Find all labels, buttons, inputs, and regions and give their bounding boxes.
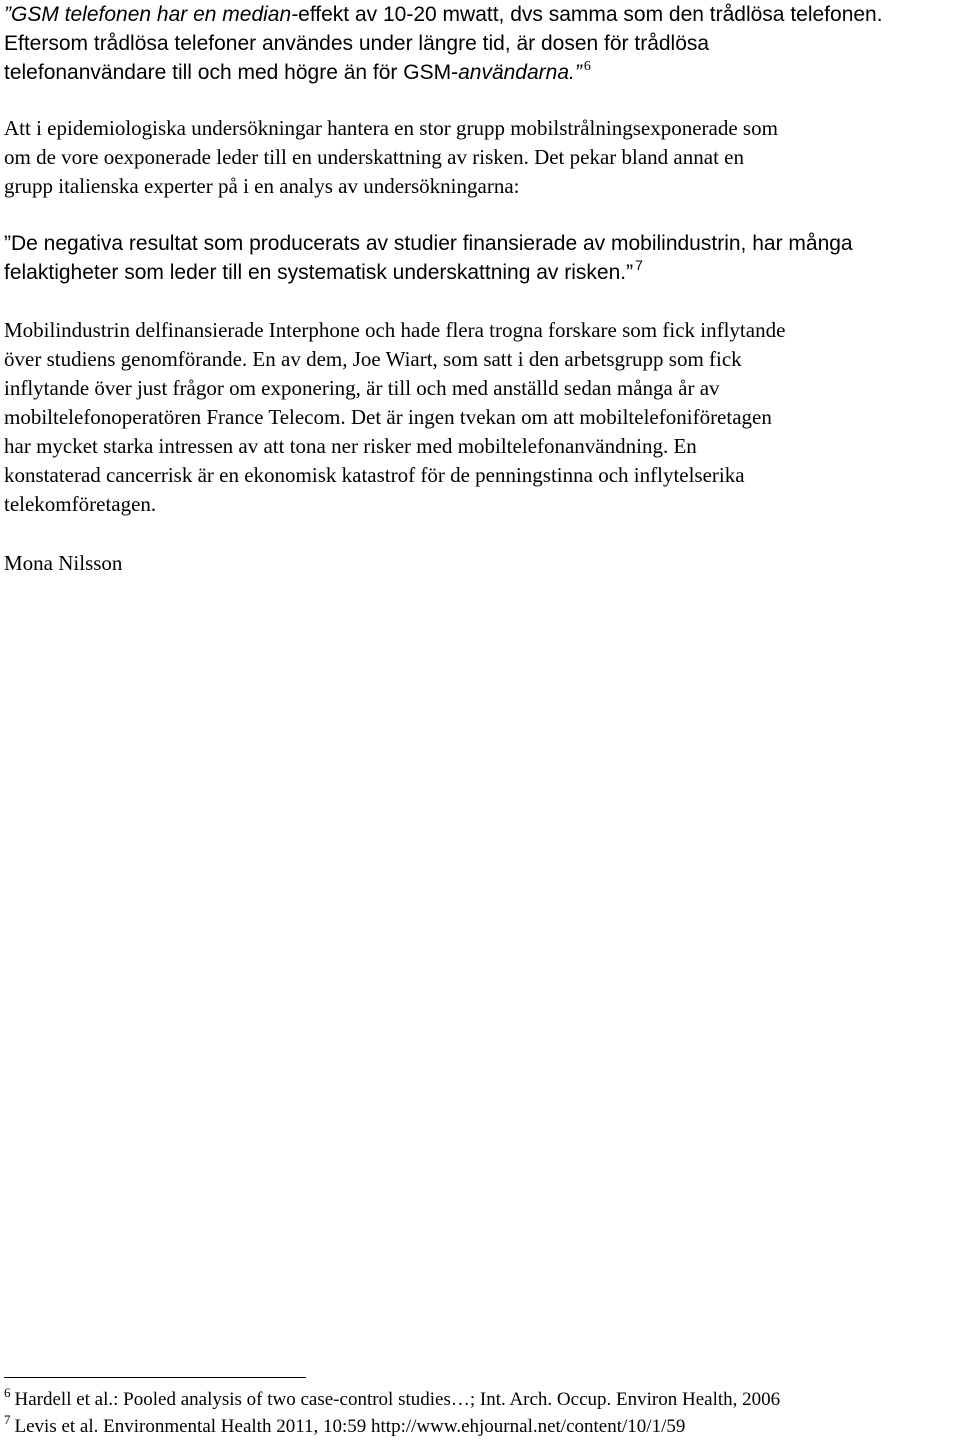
paragraph-mobile-industry [4, 316, 956, 519]
footnote-text: Levis et al. Environmental Health 2011, 10:59 http://www.ehjournal.net/content/10/1/59 [14, 1416, 686, 1437]
quote-line: ”De negativa resultat som producerats av studier finansierade av mobilindustrin, har många [4, 232, 853, 255]
footnotes [4, 1386, 956, 1440]
paragraph-line: har mycket starka intressen av att tona ner risker med mobiltelefonanvändning. En [4, 434, 697, 458]
footnote-number: 6 [4, 1385, 11, 1400]
quote-text: telefonanvändare till och med högre än för GSM- [4, 61, 459, 84]
paragraph-line: grupp italienska experter på i en analys av undersökningarna: [4, 174, 520, 198]
paragraph-line: Eftersom trådlösa telefoner användes under längre tid, är dosen för trådlösa [4, 32, 710, 55]
italic-quote-text: användarna.” [458, 61, 582, 84]
footnote-6 [4, 1386, 956, 1413]
quote-line [4, 258, 956, 287]
paragraph-line: konstaterad cancerrisk är en ekonomisk katastrof för de penningstinna och inflytelserika [4, 463, 745, 487]
paragraph-line: Mobilindustrin delfinansierade Interphone och hade flera trogna forskare som fick inflytande [4, 318, 786, 342]
quote-italian-experts [4, 229, 956, 287]
footnote-ref-6: 6 [583, 59, 591, 74]
paragraph-line: mobiltelefonoperatören France Telecom. Det är ingen tvekan om att mobiltelefoniföretagen [4, 405, 772, 429]
paragraph-line [4, 58, 956, 87]
paragraph-line: Att i epidemiologiska undersökningar hantera en stor grupp mobilstrålningsexponerade som [4, 116, 778, 140]
footnote-number: 7 [4, 1412, 11, 1427]
quote-text: felaktigheter som leder till en systematisk underskattning av risken.” [4, 261, 634, 284]
paragraph-line: över studiens genomförande. En av dem, Joe Wiart, som satt i den arbetsgrupp som fick [4, 347, 742, 371]
paragraph-epidemiology [4, 114, 956, 201]
italic-quote-text: ”GSM telefonen har en median- [4, 3, 299, 26]
footnote-7 [4, 1413, 956, 1440]
paragraph-line [4, 0, 956, 29]
author-signature: Mona Nilsson [4, 551, 123, 575]
footnote-divider [4, 1377, 306, 1378]
paragraph-line: telekomföretagen. [4, 492, 157, 516]
paragraph-gsm-effect [4, 0, 956, 87]
quote-text: effekt av 10-20 mwatt, dvs samma som den trådlösa telefonen. [298, 3, 883, 26]
footnote-ref-7: 7 [635, 257, 643, 273]
paragraph-line: inflytande över just frågor om exponering, är till och med anställd sedan många år av [4, 376, 720, 400]
paragraph-line: om de vore oexponerade leder till en underskattning av risken. Det pekar bland annat en [4, 145, 744, 169]
footnote-text: Hardell et al.: Pooled analysis of two case-control studies…; Int. Arch. Occup. Environ Health, 2006 [14, 1389, 781, 1410]
